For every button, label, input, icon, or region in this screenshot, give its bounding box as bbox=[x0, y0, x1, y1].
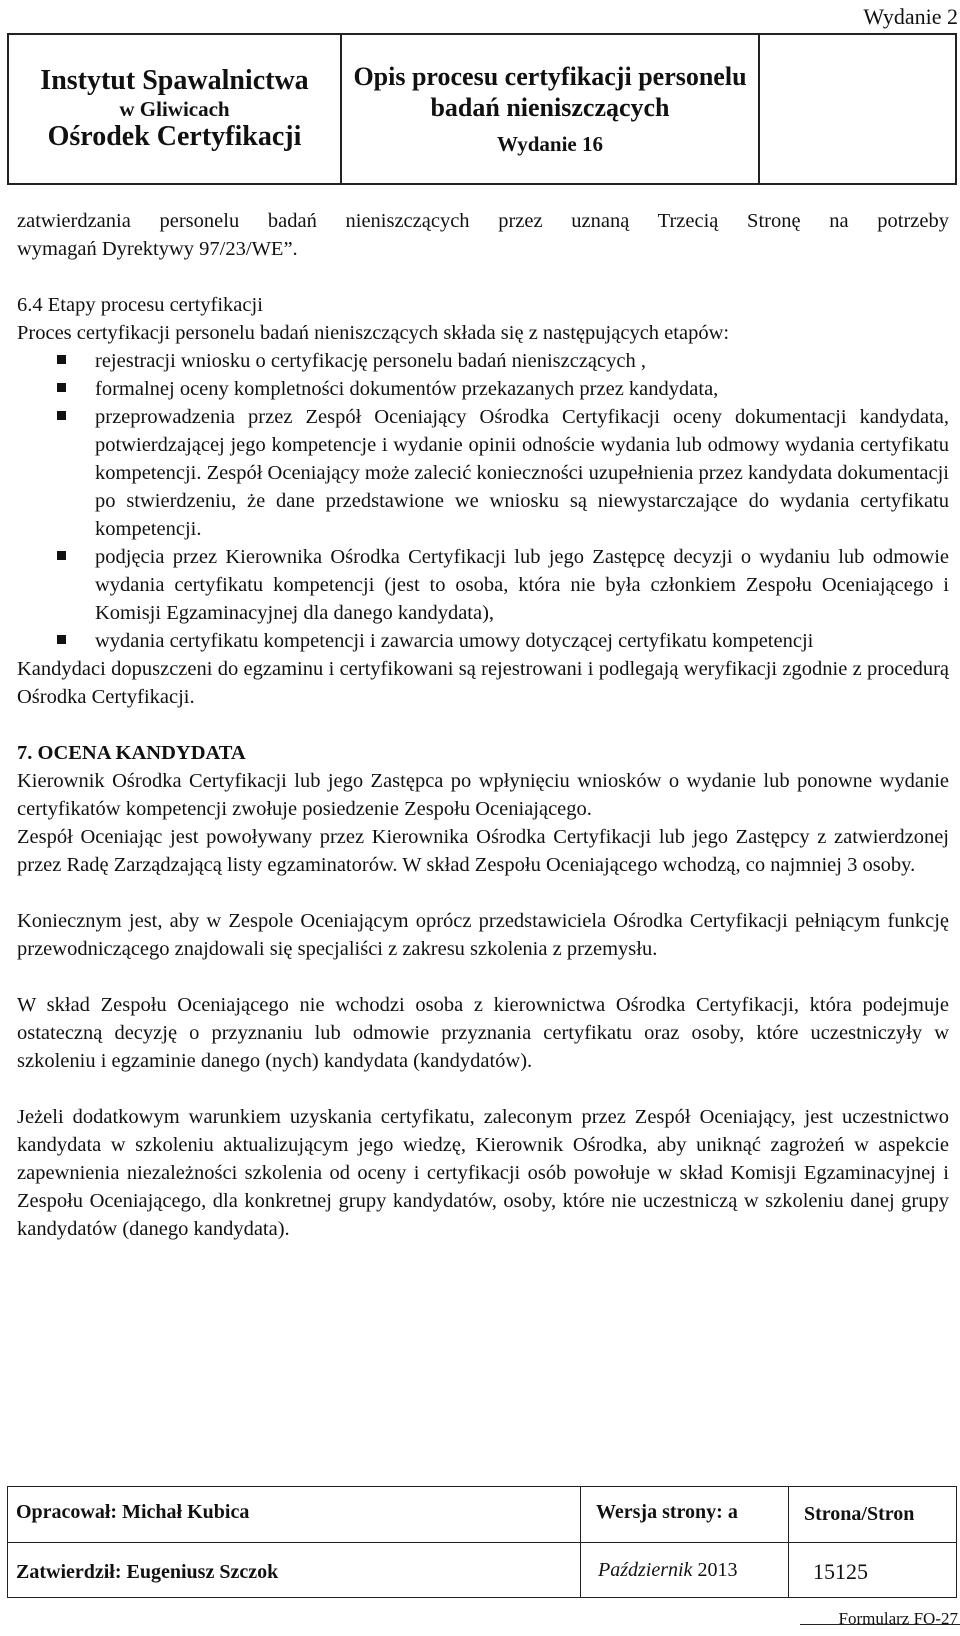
revision-date: Październik 2013 bbox=[598, 1559, 738, 1581]
page-label: Strona/Stron bbox=[804, 1503, 915, 1525]
list-item: rejestracji wniosku o certyfikację personelu badań nieniszczących , bbox=[17, 347, 949, 375]
square-bullet-icon bbox=[57, 383, 66, 392]
section-6-4-heading: 6.4 Etapy procesu certyfikacji bbox=[17, 294, 263, 316]
section-7-paragraph-2: Zespół Oceniając jest powoływany przez Kierownika Ośrodka Certyfikacji lub jego Zastępcy z zatwierdzonej przez Radę Zarządzającą listy egzaminatorów. W skład Zespołu Oceniającego wchodzą, co najmniej 3 osoby. bbox=[17, 826, 949, 876]
list-item: formalnej oceny kompletności dokumentów przekazanych przez kandydata, bbox=[17, 375, 949, 403]
process-stages-list bbox=[17, 347, 949, 655]
section-7-paragraph-3: Koniecznym jest, aby w Zespole Oceniającym oprócz przedstawiciela Ośrodka Certyfikacji pełniącym funkcję przewodniczącego znajdowali się specjaliści z zakresu szkolenia z przemysłu. bbox=[17, 910, 949, 960]
square-bullet-icon bbox=[57, 355, 66, 364]
form-label: Formularz FO-27 bbox=[838, 1609, 958, 1628]
list-item: wydania certyfikatu kompetencji i zawarcia umowy dotyczącej certyfikatu kompetencji bbox=[17, 627, 949, 655]
paragraph-continuation-line1: zatwierdzania personelu badań nieniszczących przez uznaną Trzecią Stronę na potrzeby bbox=[17, 210, 949, 232]
square-bullet-icon bbox=[57, 635, 66, 644]
document-header bbox=[7, 33, 957, 185]
document-body bbox=[17, 207, 949, 1243]
square-bullet-icon bbox=[57, 411, 66, 420]
edition-label: Wydanie 2 bbox=[863, 4, 958, 29]
section-6-4-closing: Kandydaci dopuszczeni do egzaminu i certyfikowani są rejestrowani i podlegają weryfikacji zgodnie z procedurą Ośrodka Certyfikacji. bbox=[17, 658, 949, 708]
document-title-line1: Opis procesu certyfikacji personelu bbox=[353, 62, 747, 92]
section-7-paragraph-1: Kierownik Ośrodka Certyfikacji lub jego Zastępca po wpłynięciu wniosków o wydanie lub ponowne wydanie certyfikatów kompetencji zwołuje posiedzenie Zespołu Oceniającego. bbox=[17, 770, 949, 820]
list-item: podjęcia przez Kierownika Ośrodka Certyfikacji lub jego Zastępcę decyzji o wydaniu lub odmowie wydania certyfikatu kompetencji (jest to osoba, która nie była członkiem Zespołu Oceniającego i Komisji Egzaminacyjnej dla danego kandydata), bbox=[17, 543, 949, 627]
list-item: przeprowadzenia przez Zespół Oceniający Ośrodka Certyfikacji oceny dokumentacji kandydata, potwierdzającej jego kompetencje i wydanie opinii odnoście wydania lub odmowy wydania certyfikatu kompetencji. Zespół Oceniający może zalecić konieczności uzupełnienia przez kandydata dokumentacji po stwierdzeniu, że dane przedstawione we wniosku są niewystarczające do wydania certyfikatu kompetencji. bbox=[17, 403, 949, 543]
section-6-4-intro: Proces certyfikacji personelu badań nieniszczących składa się z następujących etapów: bbox=[17, 322, 730, 344]
section-7-heading: 7. OCENA KANDYDATA bbox=[17, 742, 246, 764]
certification-centre: Ośrodek Certyfikacji bbox=[47, 121, 302, 153]
institute-name: Instytut Spawalnictwa bbox=[40, 64, 309, 96]
document-footer bbox=[7, 1486, 957, 1598]
approved-by: Zatwierdził: Eugeniusz Szczok bbox=[16, 1561, 279, 1583]
paragraph-continuation-line2: wymagań Dyrektywy 97/23/WE”. bbox=[17, 238, 298, 260]
square-bullet-icon bbox=[57, 551, 66, 560]
header-empty-cell bbox=[760, 35, 955, 183]
document-edition: Wydanie 16 bbox=[497, 131, 603, 156]
document-title-block bbox=[342, 35, 760, 183]
page-version-label: Wersja strony: a bbox=[596, 1501, 738, 1523]
page-number: 15125 bbox=[813, 1559, 868, 1584]
document-title-line2: badań nieniszczących bbox=[430, 93, 670, 123]
section-7-paragraph-5: Jeżeli dodatkowym warunkiem uzyskania certyfikatu, zaleconym przez Zespół Oceniający, jest uczestnictwo kandydata w szkoleniu aktualizującym jego wiedzę, Kierownik Ośrodka, aby uniknąć zagrożeń w aspekcie zapewnienia niezależności szkolenia od oceny i certyfikacji osób powołuje w skład Komisji Egzaminacyjnej i Zespołu Oceniającego, dla konkretnej grupy kandydatów, osoby, które nie uczestniczą w szkoleniu danej grupy kandydatów (danego kandydata). bbox=[17, 1106, 949, 1240]
section-7-paragraph-4: W skład Zespołu Oceniającego nie wchodzi osoba z kierownictwa Ośrodka Certyfikacji, która podejmuje ostateczną decyzję o przyznaniu lub odmowie przyznania certyfikatu oraz osoby, które uczestniczyły w szkoleniu i egzaminie danego (nych) kandydata (kandydatów). bbox=[17, 994, 949, 1072]
prepared-by: Opracował: Michał Kubica bbox=[16, 1501, 250, 1523]
institute-city: w Gliwicach bbox=[119, 96, 230, 121]
institute-block bbox=[9, 35, 342, 183]
